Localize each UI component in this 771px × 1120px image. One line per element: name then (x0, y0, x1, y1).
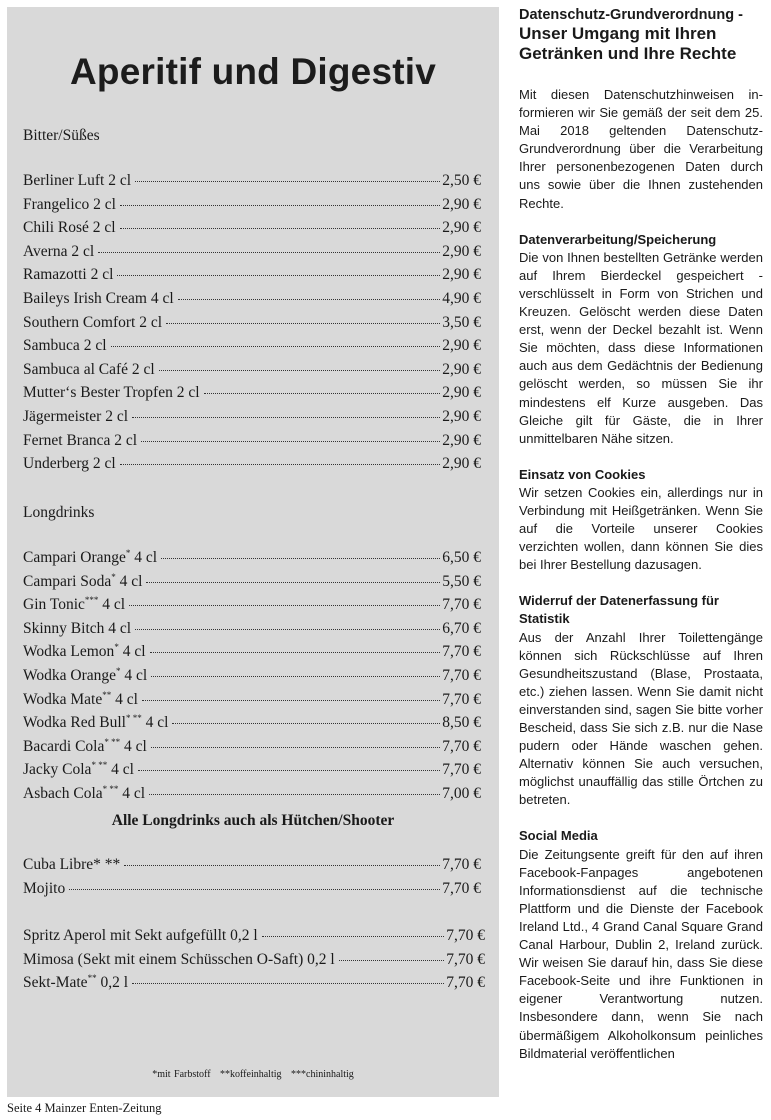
page-footer: Seite 4 Mainzer Enten-Zeitung (7, 1101, 162, 1115)
item-name (23, 549, 157, 567)
item-size: 4 cl (115, 690, 138, 708)
item-name (23, 172, 131, 190)
menu-item (23, 266, 481, 290)
item-name (23, 620, 131, 638)
item-price: 2,90 € (442, 455, 481, 473)
menu-item (23, 951, 485, 975)
item-name-text: Sekt-Mate (23, 974, 88, 992)
item-name-text: Sambuca (23, 337, 80, 355)
privacy-title-line1: Datenschutz-Grundverordnung - (519, 7, 743, 23)
item-name-text: Skinny Bitch (23, 619, 105, 637)
item-price: 7,70 € (446, 950, 485, 968)
item-name (23, 337, 107, 355)
item-name (23, 667, 147, 685)
item-price: 6,50 € (442, 549, 481, 566)
additive-marker: * (111, 571, 116, 582)
item-name-text: Gin Tonic (23, 596, 85, 614)
menu-item (23, 243, 481, 267)
menu-item (23, 219, 481, 243)
menu-item (23, 785, 481, 809)
item-name-text: Southern Comfort (23, 313, 136, 331)
item-name (23, 361, 155, 379)
item-size: 4 cl (102, 596, 126, 614)
item-price: 7,70 € (442, 856, 481, 873)
item-name (23, 596, 125, 614)
dot-leader (142, 700, 440, 701)
item-size: 4 cl (122, 784, 146, 802)
section-heading: Social Media (519, 828, 598, 844)
dot-leader (151, 747, 440, 748)
privacy-section-social-media (519, 827, 763, 1062)
item-price: 2,90 € (442, 242, 481, 260)
dot-leader (69, 889, 440, 890)
menu-item (23, 761, 481, 785)
privacy-title (519, 6, 763, 64)
section-body: Die von Ihnen bestellten Getränke werden auf Ihrem Bierdeckel gespeichert - verschlüsselt in Form von Strichen und Kreuzen. Gelöscht werden diese Daten erst, wenn der Deckel bezahlt ist. Wenn Sie möchten, dass diese Informationen auch aus dem Gedächtnis der Bedienung gelöscht werden, so müssen Sie ihr mindestens elf Kurze ausgeben. Das Gleiche gilt für Gäste, die in Ihrer unmittelbaren Nähe sitzen. (519, 249, 763, 446)
item-name-text: Asbach Cola (23, 784, 103, 802)
item-name-text: Wodka Mate (23, 690, 103, 708)
dot-leader (129, 605, 440, 606)
item-price: 7,70 € (442, 596, 481, 614)
item-list-cocktails (23, 856, 481, 903)
item-price: 7,70 € (442, 643, 481, 661)
dot-leader (141, 441, 440, 442)
privacy-column (519, 6, 763, 1063)
item-name-text: Baileys Irish Cream (23, 289, 147, 307)
item-name-text: Wodka Red Bull (23, 714, 126, 732)
dot-leader (135, 181, 440, 182)
additive-marker: * ** (125, 713, 142, 724)
section-body: Wir setzen Cookies ein, allerdings nur in Verbindung mit Heißgetränken. Wenn Sie auf die Vorteile unserer Cookies verzichten wollen, dann können Sie dies bei Ihrer Bestellung dazusagen. (519, 484, 763, 573)
item-name (23, 219, 116, 237)
menu-item (23, 432, 481, 456)
menu-item (23, 384, 481, 408)
privacy-section-cookies (519, 466, 763, 575)
item-size: 2 cl (71, 242, 95, 260)
item-name-text: Chili Rosé (23, 219, 89, 237)
item-name-text: Fernet Branca (23, 431, 111, 449)
privacy-section-storage (519, 231, 763, 448)
dot-leader (166, 323, 440, 324)
menu-item (23, 620, 481, 644)
item-name-text: Berliner Luft (23, 172, 105, 189)
menu-item (23, 290, 481, 314)
dot-leader (132, 417, 440, 418)
item-price: 7,00 € (442, 784, 481, 802)
item-name (23, 761, 134, 779)
additive-marker: * (116, 665, 121, 676)
item-name (23, 243, 94, 261)
menu-item (23, 714, 481, 738)
item-name (23, 643, 146, 661)
menu-item (23, 880, 481, 904)
item-name (23, 951, 335, 969)
item-name-text: Ramazotti (23, 266, 87, 284)
item-size: 4 cl (124, 666, 148, 684)
dot-leader (172, 723, 440, 724)
dot-leader (117, 275, 440, 276)
menu-item (23, 927, 485, 951)
menu-item (23, 573, 481, 597)
item-name (23, 196, 116, 214)
item-name-text: Jägermeister (23, 407, 102, 425)
item-name (23, 408, 128, 426)
dot-leader (150, 652, 441, 653)
item-name (23, 714, 168, 732)
item-name-text: Cuba Libre* ** (23, 856, 121, 873)
legend-item: ***chininhaltig (291, 1069, 354, 1080)
item-size: 2 cl (108, 172, 132, 189)
item-name (23, 384, 200, 402)
item-size: 2 cl (90, 266, 114, 284)
item-name (23, 927, 258, 945)
item-price: 6,70 € (442, 619, 481, 637)
dot-leader (146, 582, 440, 583)
menu-item (23, 667, 481, 691)
item-price: 5,50 € (442, 572, 481, 590)
dot-leader (138, 770, 440, 771)
item-name (23, 314, 162, 332)
menu-item (23, 361, 481, 385)
item-price: 2,90 € (442, 337, 481, 355)
item-list-sekt (23, 927, 485, 998)
item-price: 2,90 € (442, 195, 481, 213)
item-name-text: Campari Orange (23, 549, 126, 566)
item-price: 7,70 € (442, 666, 481, 684)
menu-item (23, 337, 481, 361)
item-name (23, 573, 142, 591)
item-size: 4 cl (134, 549, 158, 566)
item-price: 2,90 € (442, 384, 481, 402)
additive-marker: * ** (104, 736, 121, 747)
item-size: 4 cl (111, 761, 134, 779)
item-size: 0,2 l (100, 974, 129, 992)
item-list-bitter (23, 172, 481, 479)
item-name-text: Wodka Lemon (23, 643, 115, 661)
item-price: 4,90 € (442, 289, 481, 307)
item-name (23, 785, 145, 803)
item-name (23, 880, 65, 898)
dot-leader (262, 936, 445, 937)
dot-leader (98, 252, 440, 253)
item-size: 0,2 l (307, 950, 335, 968)
item-name-text: Averna (23, 242, 68, 260)
item-price: 7,70 € (442, 690, 481, 708)
item-name (23, 266, 113, 284)
menu-item (23, 596, 481, 620)
menu-item (23, 856, 481, 880)
item-size: 2 cl (139, 313, 163, 331)
dot-leader (151, 676, 440, 677)
dot-leader (120, 464, 441, 465)
item-name (23, 432, 137, 450)
item-price: 7,70 € (442, 737, 481, 755)
section-body: Aus der Anzahl Ihrer Toilettengänge können sich Rückschlüsse auf Ihren Gesundheitszustand (Blase, Prostaata, etc.) ziehen lassen. Wenn Sie damit nicht einverstanden sind, sagen Sie bitte vorher Bescheid, dass Sie sich z.B. nur die Nase pudern oder Hände waschen gehen. Alternativ können Sie auch versuchen, möglichst unauffällig das stille Örtchen zu betreten. (519, 629, 763, 808)
item-price: 7,70 € (442, 761, 481, 779)
item-size: 4 cl (122, 643, 146, 661)
item-name (23, 290, 174, 308)
menu-title: Aperitif und Digestiv (70, 51, 436, 92)
item-size: 4 cl (145, 714, 169, 732)
item-size: 4 cl (150, 289, 174, 307)
item-price: 7,70 € (446, 974, 485, 992)
item-name (23, 738, 147, 756)
item-size: 2 cl (176, 384, 200, 402)
privacy-title-line3: Getränken und Ihre Rechte (519, 44, 737, 63)
section-heading: Widerruf der Datenerfassung für Statistik (519, 593, 719, 627)
additive-marker: ** (87, 973, 97, 984)
dot-leader (178, 299, 441, 300)
section-body: Die Zeitungsente greift für den auf ihren Facebook-Fanpages angebotenen Informationsdienst auf die technische Plattform und die Dienste der Facebook Ireland Ltd., 4 Grand Canal Square Grand Canal Harbour, Dublin 2, Ireland zurück. Wir weisen Sie darauf hin, dass Sie diese Facebook-Seite und ihre Funktionen in eigener Verantwortung nutzen. Insbesondere dann, wenn Sie nach übermäßigem Alkoholkonsum peinliches Bildmaterial veröffentlichen (519, 846, 763, 1061)
item-size: 2 cl (131, 360, 155, 378)
dot-leader (135, 629, 440, 630)
item-size: 2 cl (92, 455, 116, 473)
item-name (23, 691, 138, 709)
item-price: 2,90 € (442, 360, 481, 378)
additive-marker: * ** (102, 783, 119, 794)
dot-leader (204, 393, 441, 394)
privacy-title-line2: Unser Umgang mit Ihren (519, 24, 717, 43)
item-price: 8,50 € (442, 714, 481, 732)
additive-marker: * ** (91, 760, 108, 771)
item-price: 2,50 € (442, 172, 481, 189)
dot-leader (339, 960, 445, 961)
item-name-text: Campari Soda (23, 572, 112, 590)
item-size: 2 cl (83, 337, 107, 355)
item-price: 2,90 € (442, 266, 481, 284)
menu-item (23, 455, 481, 479)
menu-item (23, 196, 481, 220)
menu-item (23, 738, 481, 762)
additive-marker: * (125, 548, 131, 558)
dot-leader (120, 205, 440, 206)
dot-leader (161, 558, 440, 559)
item-name-text: Mojito (23, 879, 66, 897)
item-size: 2 cl (105, 407, 129, 425)
dot-leader (132, 983, 444, 984)
dot-leader (111, 346, 441, 347)
menu-item (23, 974, 485, 998)
longdrinks-shooter-note: Alle Longdrinks auch als Hütchen/Shooter (111, 812, 395, 829)
item-price: 2,90 € (442, 431, 481, 449)
item-name-text: Underberg (23, 455, 89, 473)
item-price: 3,50 € (442, 313, 481, 331)
privacy-section-statistics (519, 592, 763, 809)
menu-item (23, 172, 481, 196)
item-size: 0,2 l (230, 927, 258, 944)
item-name-text: Jacky Cola (23, 761, 92, 779)
additives-legend (7, 1069, 499, 1080)
item-name-text: Mutter‘s Bester Tropfen (23, 384, 173, 402)
additive-marker: ** (102, 689, 112, 700)
menu-item (23, 643, 481, 667)
item-name-text: Wodka Orange (23, 666, 117, 684)
section-heading: Datenverarbeitung/Speicherung (519, 231, 717, 247)
item-price: 2,90 € (442, 219, 481, 237)
item-name (23, 974, 128, 992)
item-list-longdrinks (23, 549, 481, 809)
section-label-bitter: Bitter/Süßes (23, 127, 100, 144)
item-name (23, 856, 120, 874)
drinks-menu-panel (7, 7, 499, 1097)
item-name-text: Frangelico (23, 195, 90, 213)
legend-item: **koffeinhaltig (220, 1069, 282, 1080)
item-name-text: Sambuca al Café (23, 360, 129, 378)
dot-leader (159, 370, 441, 371)
menu-item (23, 314, 481, 338)
item-name (23, 455, 116, 473)
item-name-text: Mimosa (Sekt mit einem Schüsschen O-Saft) (23, 950, 304, 968)
additive-marker: * (114, 642, 119, 653)
menu-item (23, 549, 481, 573)
item-name-text: Bacardi Cola (23, 737, 105, 755)
privacy-intro: Mit diesen Datenschutzhinweisen informieren wir Sie gemäß der seit dem 25. Mai 2018 geltenden Datenschutz-Grundverordnung über die Verarbeitung Ihrer personenbezogenen Daten durch uns sowie über die Ihnen zustehenden Rechte. (519, 87, 763, 211)
dot-leader (149, 794, 440, 795)
dot-leader (120, 228, 441, 229)
item-size: 4 cl (108, 619, 132, 637)
item-size: 4 cl (123, 737, 147, 755)
section-heading: Einsatz von Cookies (519, 466, 646, 482)
menu-item (23, 691, 481, 715)
item-name-text: Spritz Aperol mit Sekt aufgefüllt (23, 927, 227, 944)
item-price: 7,70 € (442, 879, 481, 897)
additive-marker: *** (84, 595, 99, 606)
menu-item (23, 408, 481, 432)
dot-leader (124, 865, 440, 866)
item-price: 7,70 € (446, 927, 485, 944)
item-size: 2 cl (92, 219, 116, 237)
section-label-longdrinks: Longdrinks (23, 504, 95, 521)
item-size: 4 cl (119, 572, 143, 590)
item-size: 2 cl (114, 431, 138, 449)
item-size: 2 cl (93, 195, 116, 213)
legend-item: *mit Farbstoff (152, 1069, 211, 1080)
item-price: 2,90 € (442, 407, 481, 425)
